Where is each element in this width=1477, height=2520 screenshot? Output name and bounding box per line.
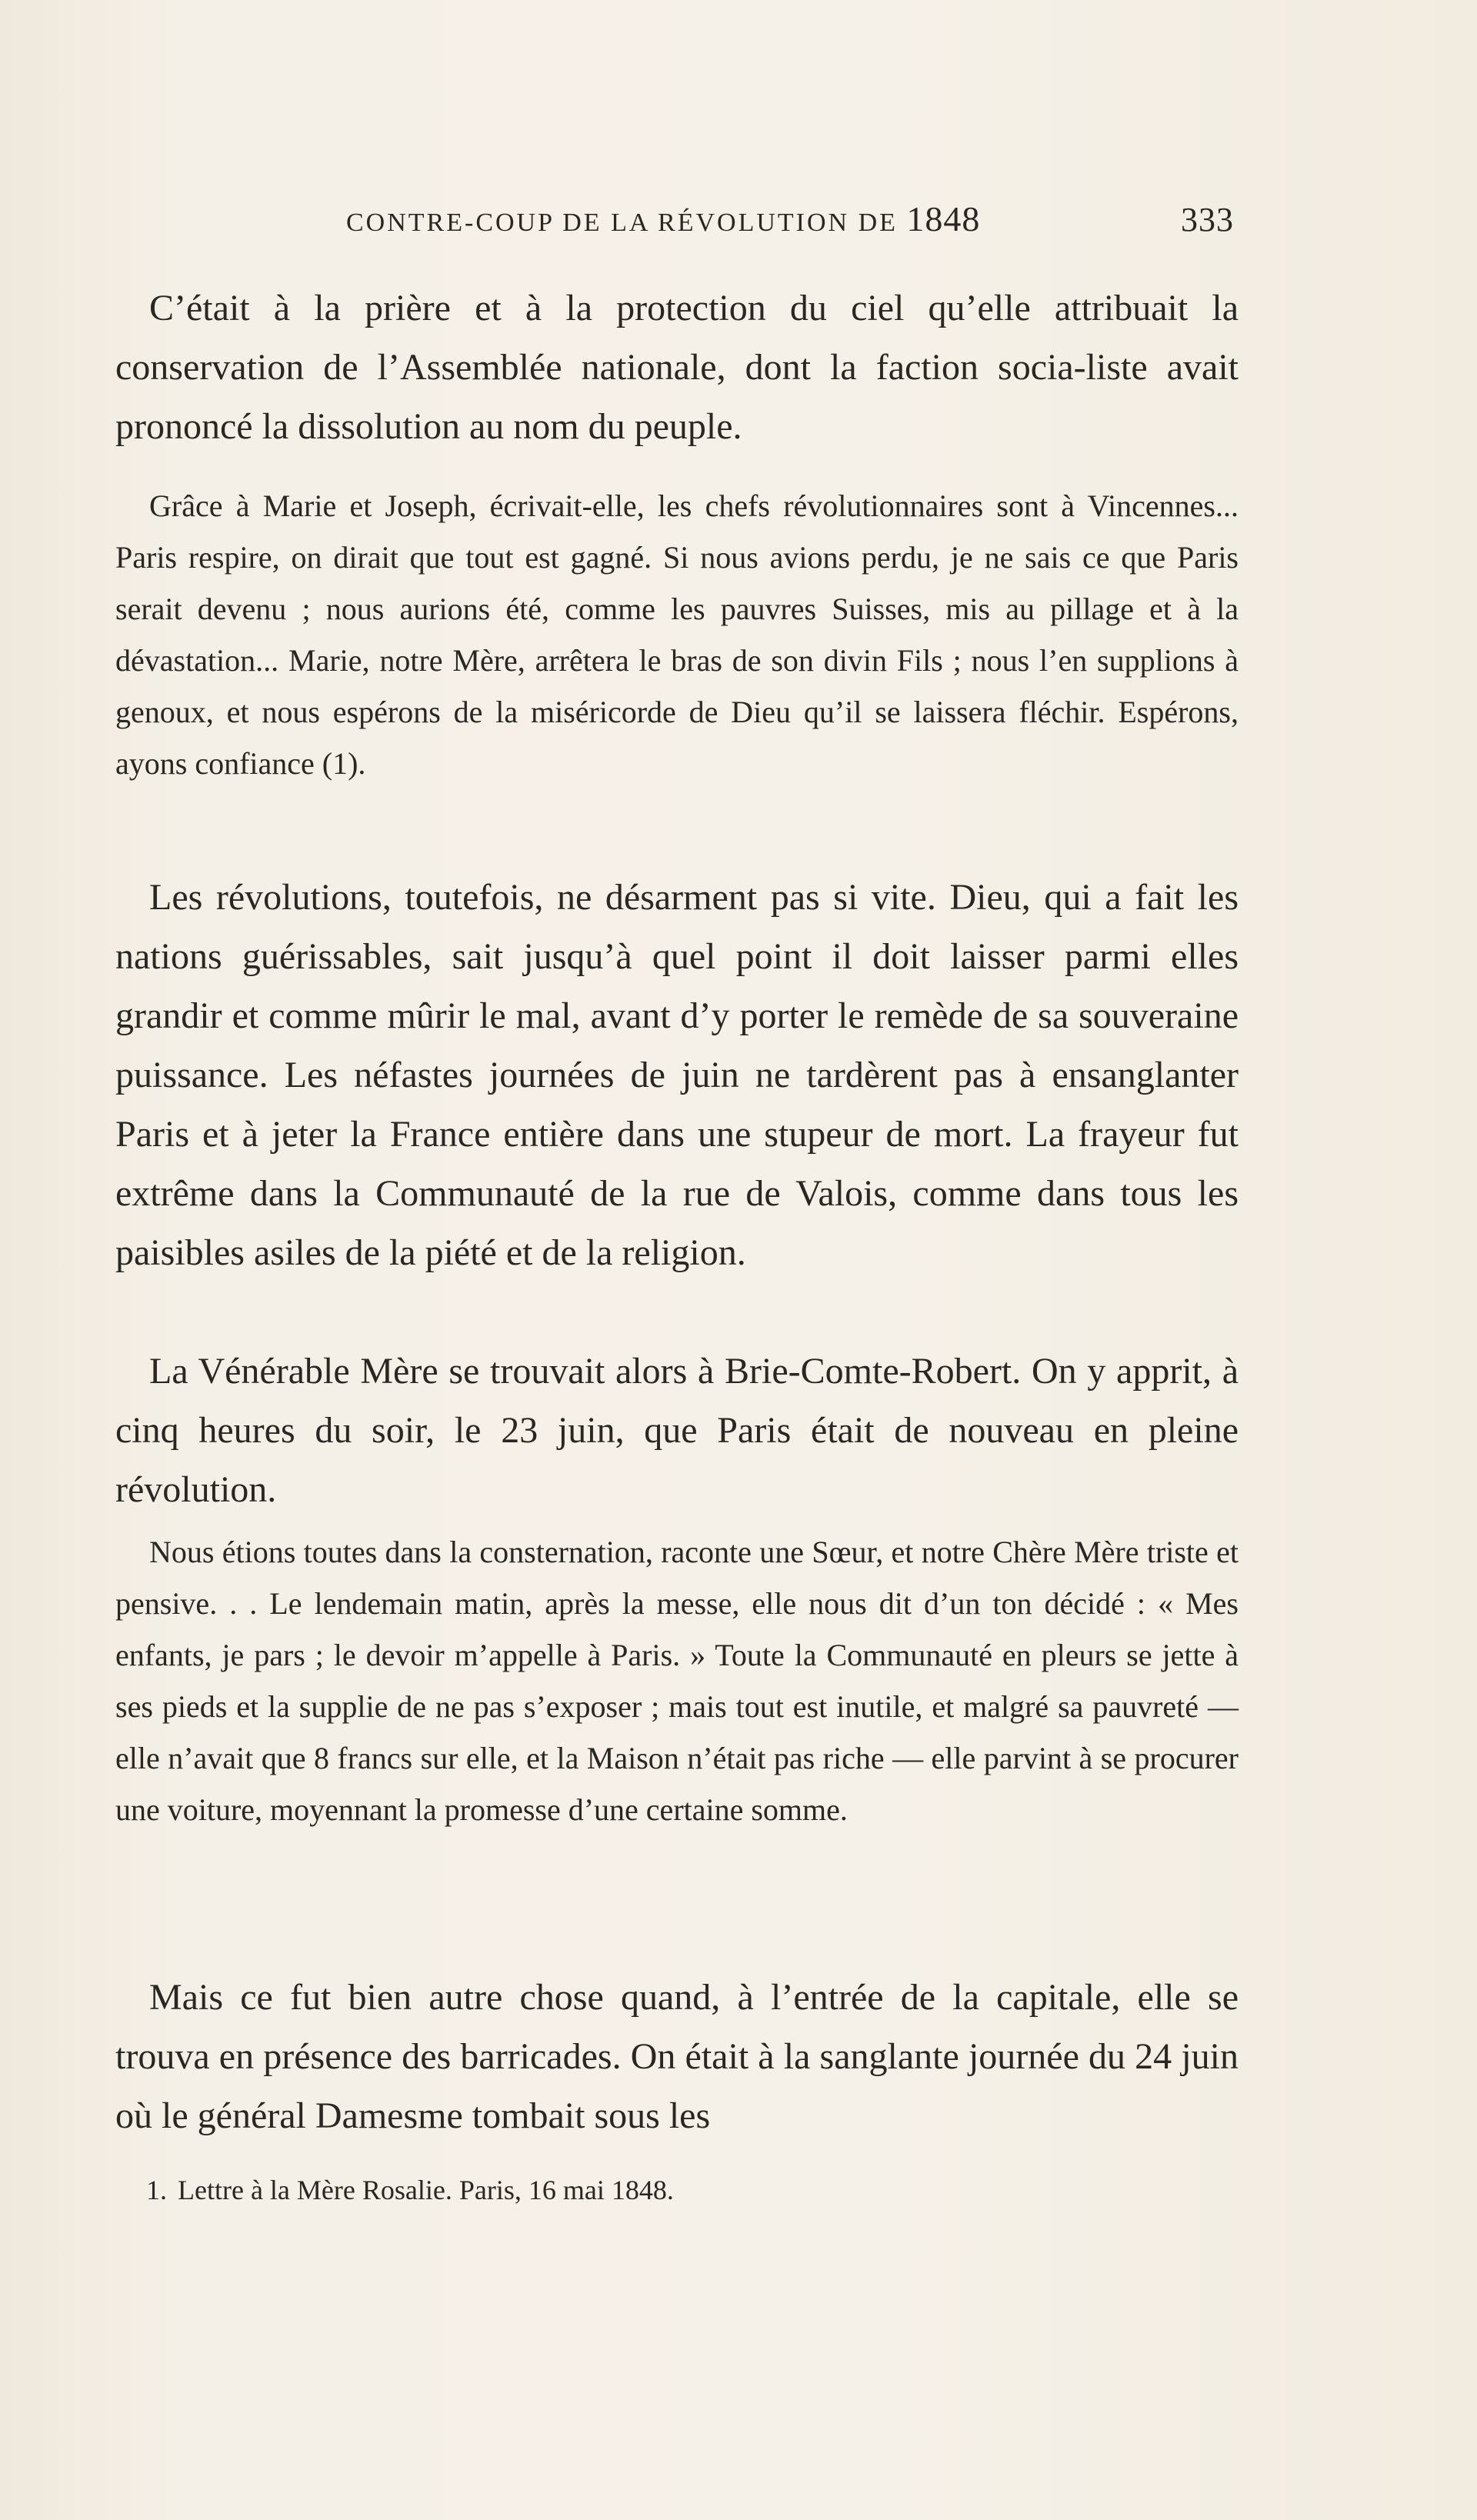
quotation-1: Grâce à Marie et Joseph, écrivait-elle, les chefs révolutionnaires sont à Vincennes... Paris respire, on dirait que tout est gagné. Si nous avions perdu, je ne sais ce que Paris serait devenu ; nous aurions été, comme les pauvres Suisses, mis au pillage et à la dévastation... Marie, notre Mère, arrêtera le bras de son divin Fils ; nous l’en supplions à genoux, et nous espérons de la miséricorde de Dieu qu’il se laissera fléchir. Espérons, ayons confiance (1). [115, 488, 1239, 781]
quote-1-block [115, 480, 1239, 789]
page-number: 333 [1181, 201, 1234, 238]
running-title-text: CONTRE-COUP DE LA RÉVOLUTION DE [346, 208, 898, 237]
paragraph-3: La Vénérable Mère se trouvait alors à Brie-Comte-Robert. On y apprit, à cinq heures du soir, le 23 juin, que Paris était de nouveau en pleine révolution. [115, 1351, 1239, 1510]
footnote-number: 1. [146, 2175, 167, 2205]
running-head [115, 198, 1239, 245]
paragraph-2-block [115, 868, 1239, 1282]
paragraph-2: Les révolutions, toutefois, ne désarment pas si vite. Dieu, qui a fait les nations guérissables, sait jusqu’à quel point il doit laisser parmi elles grandir et comme mûrir le mal, avant d’y porter le remède de sa souveraine puissance. Les néfastes journées de juin ne tardèrent pas à ensanglanter Paris et à jeter la France entière dans une stupeur de mort. La frayeur fut extrême dans la Communauté de la rue de Valois, comme dans tous les paisibles asiles de la piété et de la religion. [115, 877, 1239, 1273]
quote-2-block [115, 1526, 1239, 1835]
paragraph-3-block [115, 1342, 1239, 1519]
quotation-2: Nous étions toutes dans la consternation, raconte une Sœur, et notre Chère Mère triste et pensive. . . Le lendemain matin, après la messe, elle nous dit d’un ton décidé : « Mes enfants, je pars ; le devoir m’appelle à Paris. » Toute la Communauté en pleurs se jette à ses pieds et la supplie de ne pas s’exposer ; mais tout est inutile, et malgré sa pauvreté — elle n’avait que 8 francs sur elle, et la Maison n’était pas riche — elle parvint à se procurer une voiture, moyennant la promesse d’une certaine somme. [115, 1535, 1239, 1827]
paragraph-4: Mais ce fut bien autre chose quand, à l’entrée de la capitale, elle se trouva en présence des barricades. On était à la sanglante journée du 24 juin où le général Damesme tombait sous les [115, 1977, 1239, 2136]
paragraph-1: C’était à la prière et à la protection du ciel qu’elle attribuait la conservation de l’Assemblée nationale, dont la faction socia-liste avait prononcé la dissolution au nom du peuple. [115, 288, 1239, 447]
running-title-year: 1848 [906, 199, 981, 238]
paragraph-4-block [115, 1968, 1239, 2145]
running-title [346, 198, 980, 239]
footnote [146, 2174, 674, 2206]
paragraph-1-block [115, 278, 1239, 456]
footnote-text: Lettre à la Mère Rosalie. Paris, 16 mai 1848. [178, 2175, 674, 2205]
